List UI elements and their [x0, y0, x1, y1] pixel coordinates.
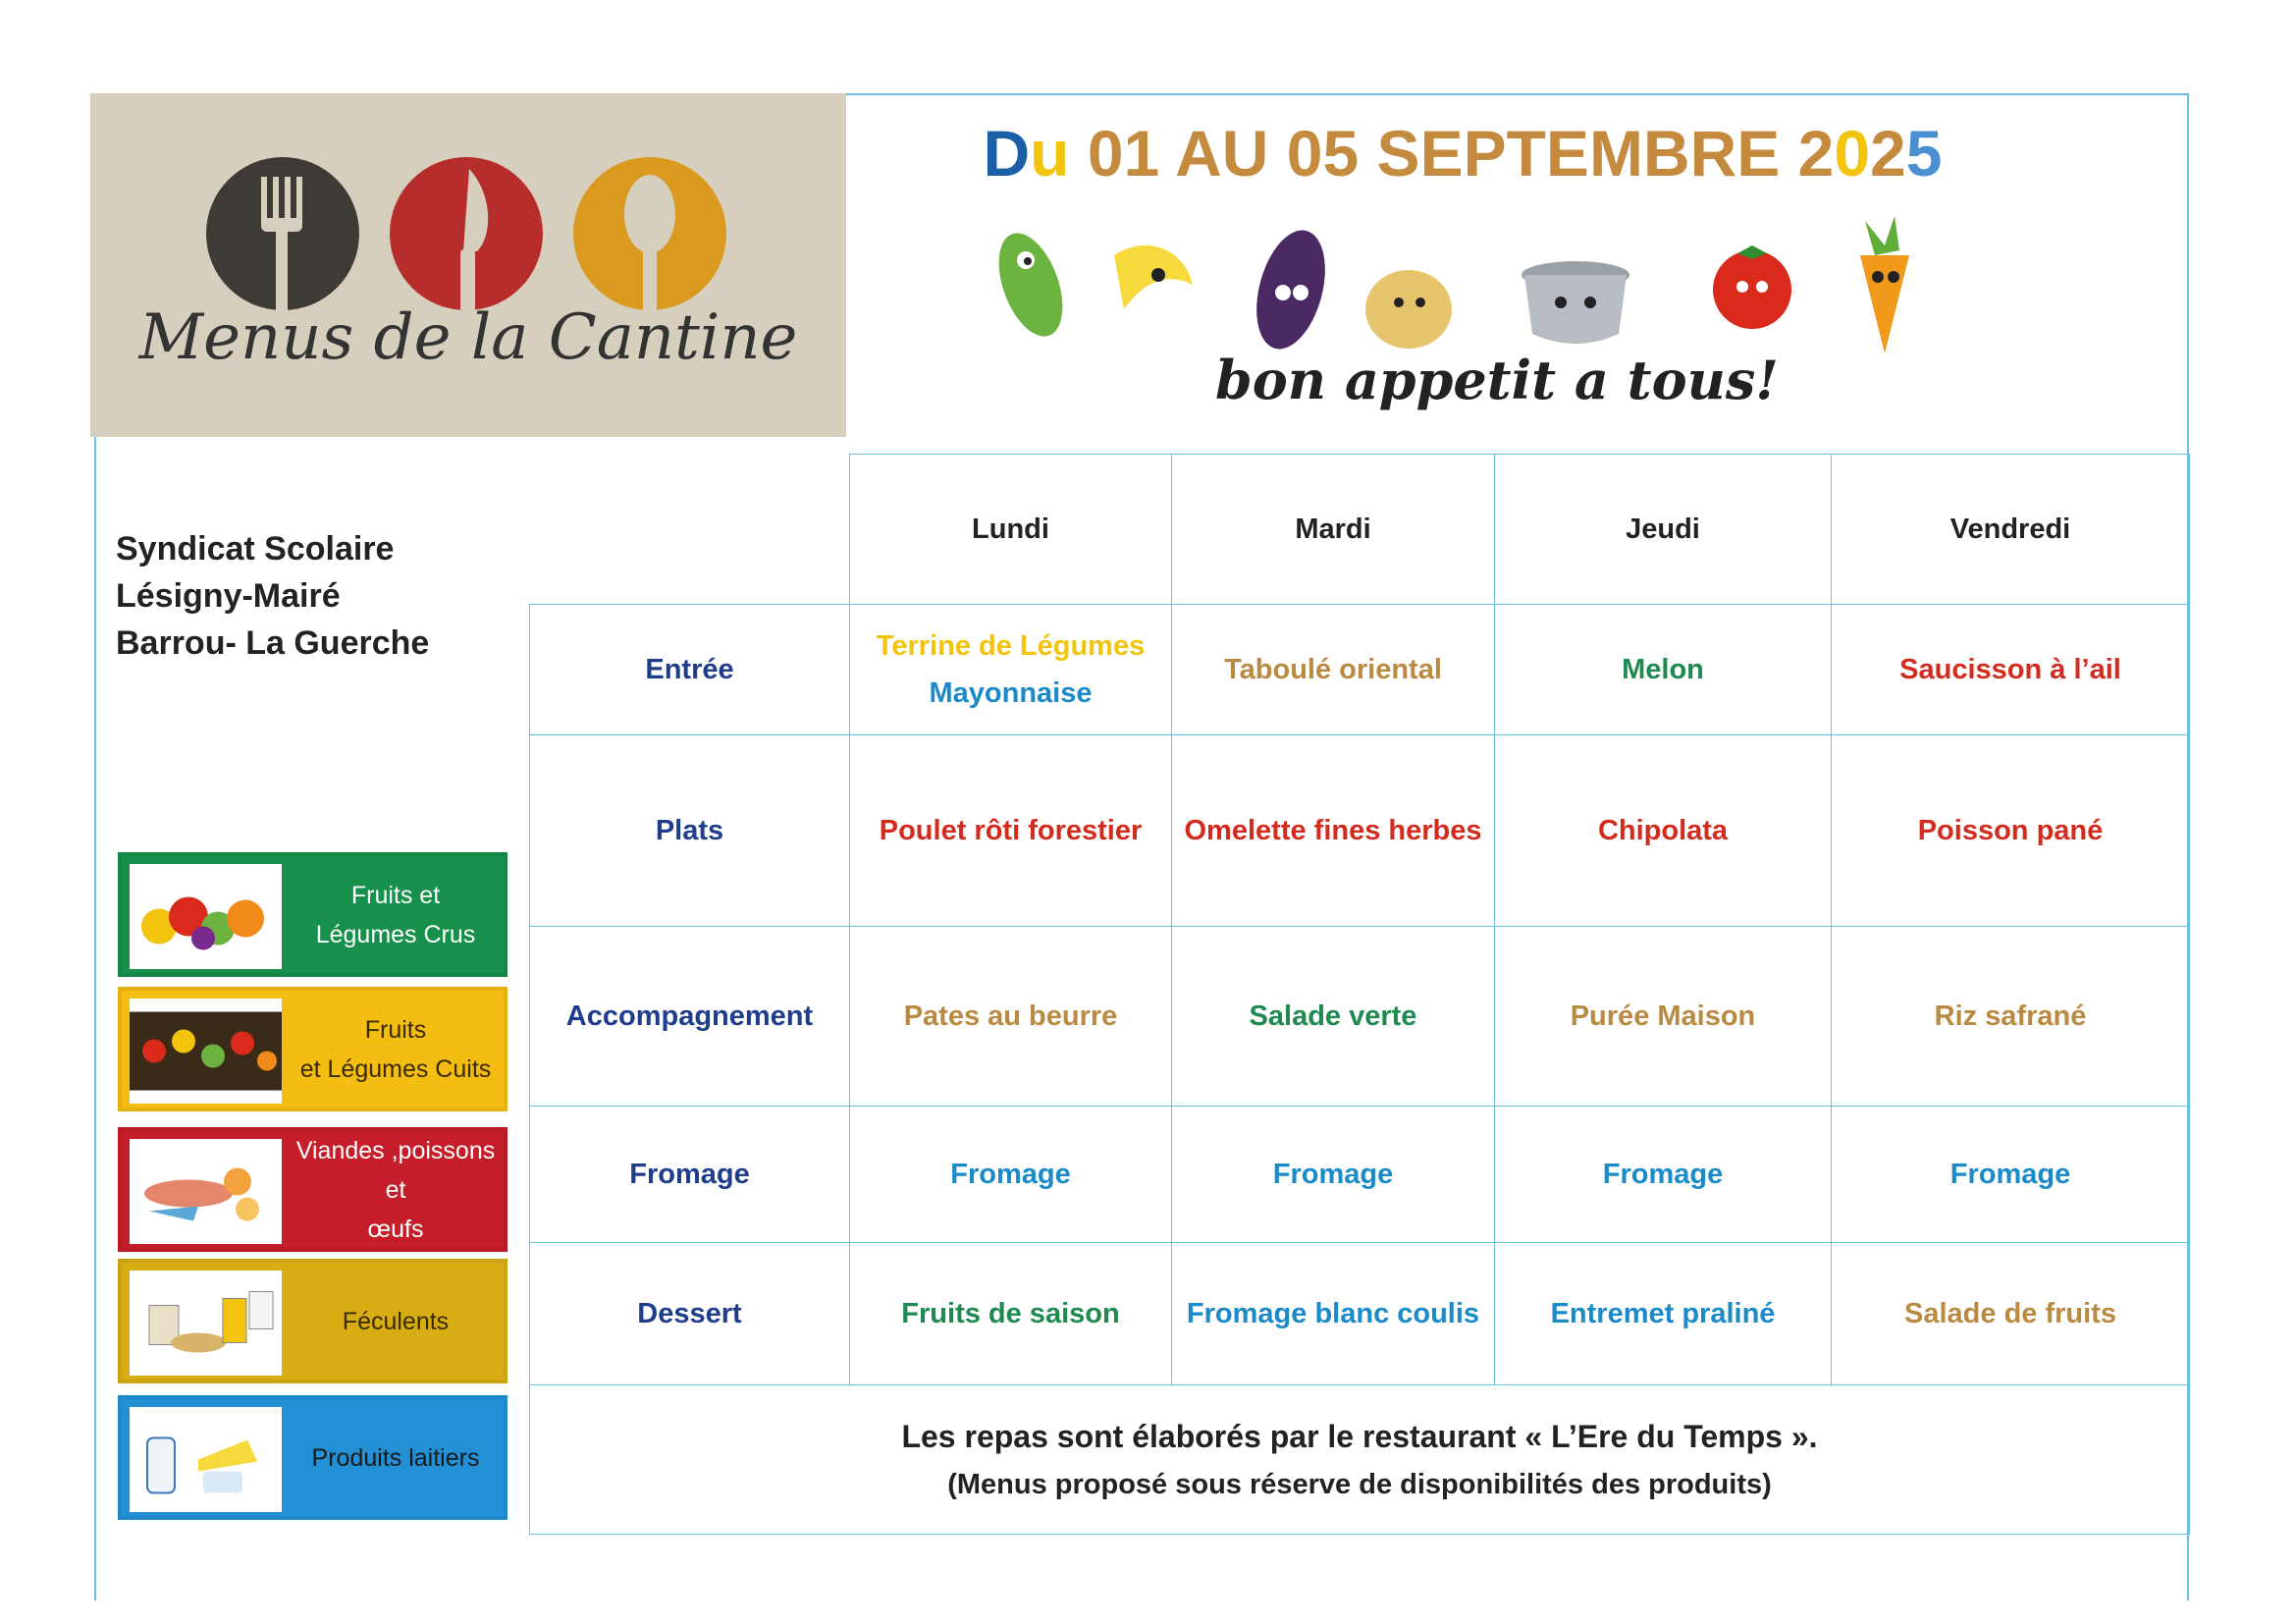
banana-icon [1114, 245, 1193, 309]
menu-cell: Riz safrané [1832, 927, 2190, 1107]
menu-cell: Fromage blanc coulis [1172, 1243, 1495, 1385]
fish-meat-eggs-icon [130, 1139, 282, 1244]
syndicat-line-1: Syndicat Scolaire [116, 530, 395, 568]
legend-label-line-1: Féculents [342, 1307, 450, 1335]
cantine-logo [90, 93, 846, 437]
frame-top-line [846, 93, 2189, 95]
menu-cell: Saucisson à l’ail [1832, 605, 2190, 735]
menu-cell: Pates au beurre [850, 927, 1172, 1107]
table-header-row [530, 455, 2190, 605]
footer-note-line-2: (Menus proposé sous réserve de disponibilités des produits) [947, 1468, 1772, 1500]
menu-cell: Omelette fines herbes [1172, 735, 1495, 927]
legend-label-line-1: Produits laitiers [311, 1443, 480, 1472]
menu-cell: Fromage [1832, 1107, 2190, 1243]
legend-label-line-1: Fruits et [350, 881, 441, 909]
legend-fruits-legumes-crus [118, 852, 507, 977]
dish-line-1: Terrine de Légumes [876, 630, 1146, 662]
footer-note-line-1: Les repas sont élaborés par le restaurant « L’Ere du Temps ». [901, 1418, 1818, 1454]
menu-cell: Taboulé oriental [1172, 605, 1495, 735]
frame-left-line [94, 437, 96, 1600]
starches-bread-pasta-icon [130, 1271, 282, 1376]
carrot-icon [1860, 216, 1909, 353]
pea-pod-icon [987, 225, 1075, 346]
legend-produits-laitiers [118, 1395, 507, 1520]
legend-label-line-1: Viandes ,poissons et [295, 1136, 496, 1204]
tomato-icon [1713, 245, 1791, 329]
syndicat-line-2: Lésigny-Mairé [116, 577, 341, 615]
menu-cell: Purée Maison [1495, 927, 1832, 1107]
headline-part-2: u [1030, 117, 1070, 189]
dish-line-2: Mayonnaise [929, 677, 1093, 709]
footer-note-cell [530, 1385, 2190, 1535]
headline-part-6: 5 [1905, 117, 1943, 189]
menu-cell: Poulet rôti forestier [850, 735, 1172, 927]
menu-cell: Poisson pané [1832, 735, 2190, 927]
row-label-fromage: Fromage [530, 1107, 850, 1243]
empty-corner-cell [530, 455, 850, 605]
menu-cell: Melon [1495, 605, 1832, 735]
weekly-menu-table [529, 454, 2190, 1535]
menu-cell [850, 605, 1172, 735]
syndicat-line-3: Barrou- La Guerche [116, 624, 430, 662]
table-row-fromage [530, 1107, 2190, 1243]
menu-cell: Salade de fruits [1832, 1243, 2190, 1385]
table-row-entree [530, 605, 2190, 735]
menu-cell: Fromage [1495, 1107, 1832, 1243]
table-row-plats [530, 735, 2190, 927]
headline-part-4: 0 [1834, 117, 1871, 189]
table-row-dessert [530, 1243, 2190, 1385]
row-label-dessert: Dessert [530, 1243, 850, 1385]
eggplant-icon [1245, 223, 1337, 356]
day-header-mardi: Mardi [1172, 455, 1495, 605]
legend-label-line-1: Fruits [364, 1015, 427, 1044]
cooked-vegetables-skewers-icon [130, 999, 282, 1104]
headline-part-3: 01 AU 05 SEPTEMBRE 2 [1069, 117, 1835, 189]
legend-viandes-poissons-oeufs [118, 1127, 507, 1252]
legend-label-line-2: et Légumes Cuits [299, 1055, 492, 1083]
cartoon-vegetables-illustration [977, 216, 1949, 363]
day-header-vendredi: Vendredi [1832, 455, 2190, 605]
row-label-entree: Entrée [530, 605, 850, 735]
legend-feculents [118, 1259, 507, 1383]
raw-fruit-vegetables-icon [130, 864, 282, 969]
dairy-milk-cheese-icon [130, 1407, 282, 1512]
table-footer-row [530, 1385, 2190, 1535]
menu-cell: Fromage [1172, 1107, 1495, 1243]
menu-cell: Fruits de saison [850, 1243, 1172, 1385]
headline-part-5: 2 [1870, 117, 1906, 189]
legend-fruits-legumes-cuits [118, 987, 507, 1111]
menu-cell: Fromage [850, 1107, 1172, 1243]
date-headline [864, 116, 2061, 190]
row-label-plats: Plats [530, 735, 850, 927]
menu-cell: Entremet praliné [1495, 1243, 1832, 1385]
table-row-accompagnement [530, 927, 2190, 1107]
legend-label-line-2: Légumes Crus [315, 920, 476, 948]
logo-title: Menus de la Cantine [138, 301, 798, 374]
headline-part-1: D [983, 117, 1031, 189]
cutlery-circles [206, 155, 736, 312]
day-header-lundi: Lundi [850, 455, 1172, 605]
slogan: bon appetit a tous! [1214, 349, 1779, 411]
potato-icon [1365, 270, 1452, 349]
menu-cell: Chipolata [1495, 735, 1832, 927]
legend-label-line-2: œufs [367, 1215, 424, 1243]
syndicat-name [116, 525, 429, 667]
cooking-pot-icon [1522, 261, 1629, 344]
menu-cell: Salade verte [1172, 927, 1495, 1107]
row-label-accompagnement: Accompagnement [530, 927, 850, 1107]
day-header-jeudi: Jeudi [1495, 455, 1832, 605]
